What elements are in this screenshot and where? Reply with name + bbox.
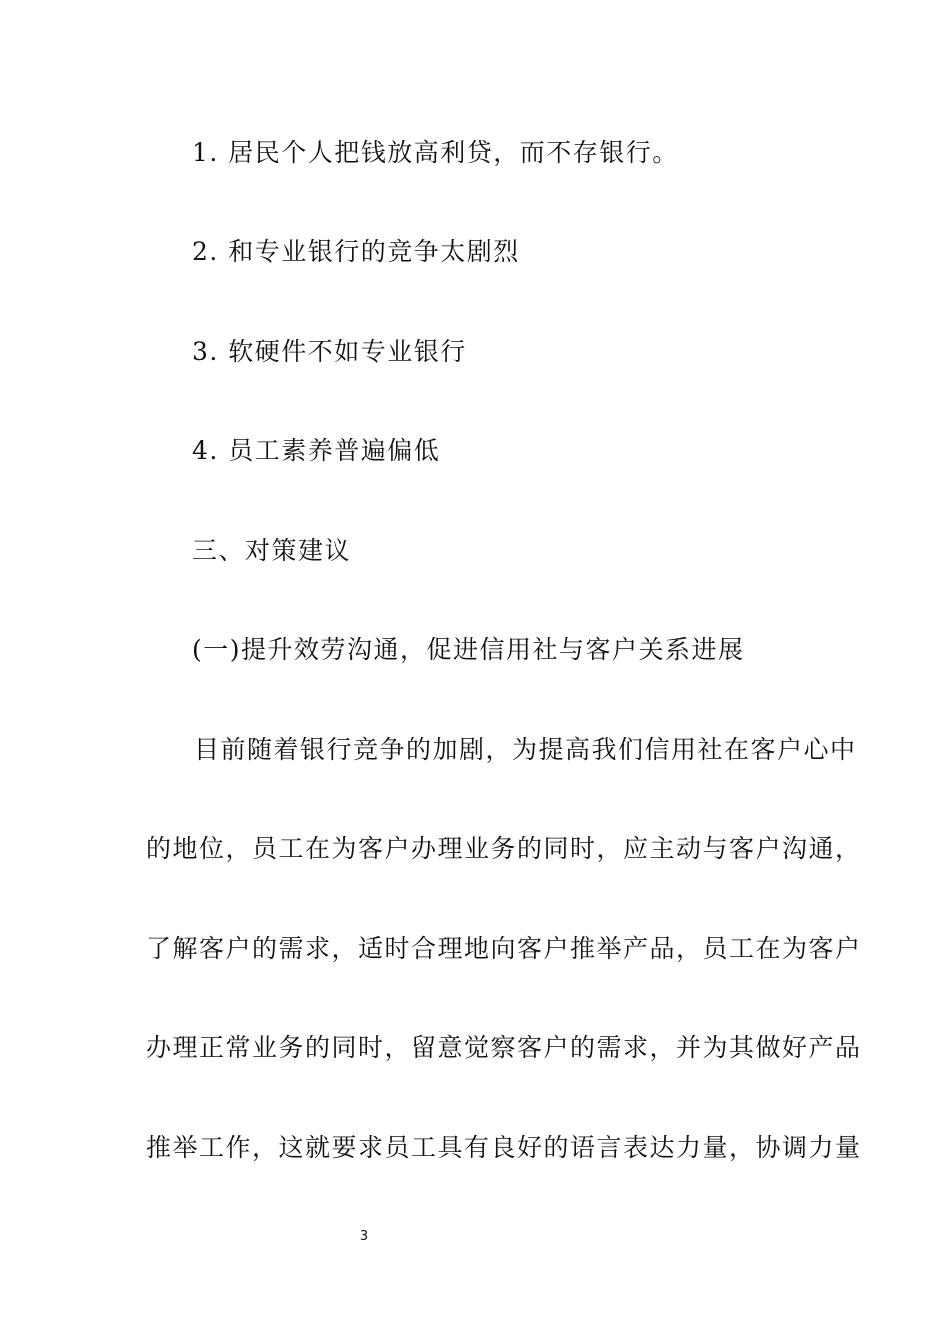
list-item-4: 4. 员工素养普遍偏低 [192, 436, 441, 465]
section-heading: 三、对策建议 [192, 536, 352, 565]
page-number: 3 [359, 1229, 369, 1244]
paragraph-line-2: 的地位，员工在为客户办理业务的同时，应主动与客户沟通， [146, 834, 862, 863]
paragraph-line-1: 目前随着银行竞争的加剧，为提高我们信用社在客户心中 [194, 735, 857, 764]
paragraph-line-3: 了解客户的需求，适时合理地向客户推举产品，员工在为客户 [146, 934, 862, 963]
list-item-3: 3. 软硬件不如专业银行 [192, 337, 467, 366]
paragraph-line-5: 推举工作，这就要求员工具有良好的语言表达力量，协调力量 [146, 1133, 862, 1162]
list-item-1: 1. 居民个人把钱放高利贷，而不存银行。 [192, 138, 679, 167]
paragraph-line-4: 办理正常业务的同时，留意觉察客户的需求，并为其做好产品 [146, 1033, 862, 1062]
list-item-2: 2. 和专业银行的竞争太剧烈 [192, 237, 520, 266]
subsection-heading: (一)提升效劳沟通，促进信用社与客户关系进展 [192, 635, 745, 664]
